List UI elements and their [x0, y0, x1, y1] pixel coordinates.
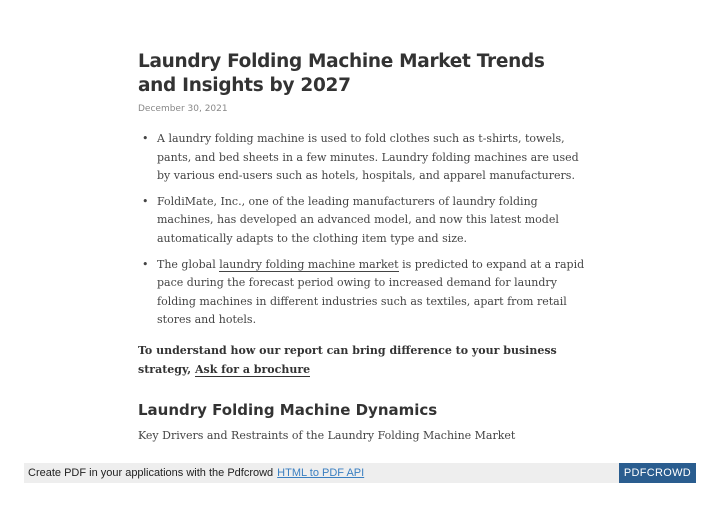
list-item — [138, 193, 588, 249]
article — [138, 50, 588, 442]
brochure-link[interactable]: Ask for a brochure — [194, 362, 311, 376]
bullet-list — [138, 130, 588, 330]
html-to-pdf-link[interactable]: HTML to PDF API — [277, 467, 365, 479]
bullet-icon: • — [142, 257, 149, 271]
article-title: Laundry Folding Machine Market Trends and Insights by 2027 — [138, 51, 545, 96]
call-to-action — [138, 342, 588, 379]
bullet-icon: • — [142, 194, 149, 208]
bullet-text: is predicted to expand at a rapid pace during the forecast period owing to increased demand for laundry folding machines in different industries such as textiles, apart from retail stores and hotels. — [157, 257, 585, 327]
bullet-text: FoldiMate, Inc., one of the leading manufacturers of laundry folding machines, has developed an advanced model, and now this latest model automatically adapts to the clothing item type and size. — [157, 194, 559, 245]
section-text: Key Drivers and Restraints of the Laundry Folding Machine Market — [138, 429, 516, 443]
pdfcrowd-brand-button[interactable]: PDFCROWD — [619, 463, 696, 483]
market-report-link[interactable]: laundry folding machine market — [219, 257, 399, 271]
bullet-text: The global — [157, 257, 220, 271]
article-date: December 30, 2021 — [138, 104, 228, 114]
list-item — [138, 256, 588, 330]
section-heading: Laundry Folding Machine Dynamics — [138, 401, 438, 420]
list-item — [138, 130, 588, 186]
cta-text: To understand how our report can bring difference to your business strategy, — [138, 343, 557, 376]
pdfcrowd-footer — [24, 463, 696, 483]
footer-text: Create PDF in your applications with the Pdfcrowd — [28, 467, 274, 479]
bullet-icon: • — [142, 132, 149, 145]
bullet-text: A laundry folding machine is used to fold clothes such as t-shirts, towels, pants, and bed sheets in a few minutes. Laundry folding machines are used by various end-users such as hotels, hospitals, and apparel manufacturers. — [157, 132, 579, 183]
